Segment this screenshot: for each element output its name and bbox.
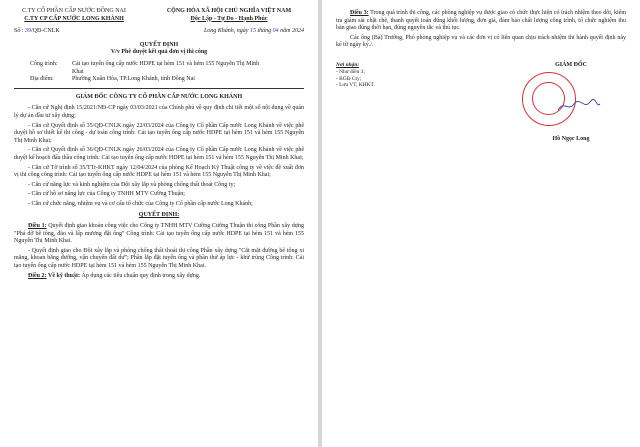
basis-4: - Căn cứ Tờ trình số 35/TTr-KHKT ngày 12/04/2024 của phòng Kế Hoạch Kỹ Thuật công ty về việc đề xuất đơn vị thi công công trình: Cải tạo tuyến ống cấp nước HDPE tại hẻm 151 và hẻm 155 Nguyễn Thị Minh Khai; xyxy=(14,164,304,179)
date-month: 04 xyxy=(272,28,279,35)
decision-page-2 xyxy=(322,0,640,447)
article-1-label: Điều 1: xyxy=(28,223,47,230)
project-location: Phường Xuân Hòa, TP.Long Khánh, tỉnh Đồng Nai xyxy=(72,76,195,83)
issuing-company: C.TY CP CẤP NƯỚC LONG KHÁNH xyxy=(24,15,124,22)
signer-title: GIÁM ĐỐC xyxy=(555,61,587,68)
date-month-label: tháng xyxy=(257,28,272,35)
basis-1: - Căn cứ Nghị định 15/2021/NĐ-CP ngày 03/03/2021 của Chính phủ về quy định chi tiết một số nội dung về quản lý dự án đầu tư xây dựng; xyxy=(14,105,304,119)
handwritten-signature xyxy=(556,98,602,114)
decision-heading: QUYẾT ĐỊNH: xyxy=(138,212,180,219)
signature-area xyxy=(336,62,626,143)
recipients xyxy=(336,62,446,143)
article-3-text: Trong quá trình thi công, các phòng nghiệp vụ được giao có chức thực hiện có trách nhiệm theo dõi, kiểm tra giám sát chặt chẽ, thanh quyết toán đúng khối lượng, đơn giá, đảm bảo chất lượng công trình, tổ chức nghiệm thu bàn giao đúng thời hạn, đúng nguyên tắc và thủ tục. xyxy=(336,10,627,32)
document-number xyxy=(14,28,60,36)
parent-company: C.TY CỔ PHẦN CẤP NƯỚC ĐỒNG NAI xyxy=(22,8,126,14)
article-3 xyxy=(336,10,626,33)
article-1-item: - Quyết định giao cho Đội xây lắp và phòng chống thất thoát thi công Phần xây dựng "Cắt mặt đường bê tông xi măng, khoan băng đường, vận chuyển đất dư"; Phần lắp đặt tuyến ống và phần thử áp lực - khử trùng Công trình: Cải tạo tuyến ống cấp nước HDPE tại hẻm 151 và hẻm 155 Nguyễn Thị Minh Khai. xyxy=(14,247,304,270)
article-2-subtitle: Về kỹ thuật: xyxy=(48,272,81,279)
basis-3: - Căn cứ Quyết định số 36/QĐ-CNLK ngày 26/03/2024 của Công ty Cổ phần Cấp nước Long Khánh về việc phê duyệt kế hoạch đấu thầu công trình: Cải tạo tuyến ống cấp nước HDPE tại hẻm 151 và hẻm 155 Nguyễn Thị Minh Khai; xyxy=(14,147,304,161)
location-label: Địa điểm: xyxy=(30,76,54,83)
date-year: năm 2024 xyxy=(280,28,304,35)
article-3-label: Điều 3: xyxy=(350,10,369,16)
decision-page-1 xyxy=(0,0,318,447)
project-info xyxy=(30,61,260,84)
signer-block xyxy=(516,62,626,143)
article-1 xyxy=(14,223,304,246)
national-motto-block xyxy=(154,8,304,23)
document-header xyxy=(14,8,304,23)
number-suffix: /QĐ-CNLK xyxy=(31,28,60,35)
document-type: QUYẾT ĐỊNH xyxy=(139,41,179,48)
document-date xyxy=(204,28,304,36)
project-label: Công trình: xyxy=(30,60,58,67)
date-day: 15 xyxy=(249,28,256,35)
article-2 xyxy=(14,273,304,281)
number-handwritten: 39 xyxy=(25,28,32,35)
recipient-item: - BGĐ Cty; xyxy=(336,75,362,82)
basis-6: - Căn cứ hồ sơ năng lực của Công ty TNHH MTV Cường Thuận; xyxy=(28,191,185,198)
document-subject: V/v Phê duyệt kết quả đơn vị thi công xyxy=(110,49,208,56)
closing-clause: Các ông (Bà) Trưởng, Phó phòng nghiệp vụ và các đơn vị có liên quan chịu trách nhiệm thi hành quyết định này kể từ ngày ký./. xyxy=(336,34,626,49)
article-2-text: Áp dụng các tiêu chuẩn quy định trong xây dựng. xyxy=(80,272,201,279)
issuer-block xyxy=(14,8,134,23)
article-2-label: Điều 2: xyxy=(28,272,47,279)
basis-7: - Căn cứ chức năng, nhiệm vụ và cơ cấu tổ chức của Công ty Cổ phần cấp nước Long Khánh; xyxy=(28,200,253,207)
date-prefix: Long Khánh, ngày xyxy=(203,28,249,35)
article-1-text: Quyết định giao khoán công việc cho Công ty TNHH MTV Cường Cường Thuận thi công Phần xây dựng "Phá dỡ bê tông, đào và lấp mương đặt ống" Công trình: Cải tạo tuyến ống cấp nước HDPE tại hẻm 151 và hẻm 155 Nguyễn Thị Minh Khai. xyxy=(14,223,305,245)
project-name: Cải tạo tuyến ống cấp nước HDPE tại hẻm 151 và hẻm 155 Nguyễn Thị Minh Khai xyxy=(72,60,260,75)
recipients-heading: Nơi nhận: xyxy=(336,61,360,68)
motto: Độc Lập - Tự Do - Hạnh Phúc xyxy=(190,15,268,22)
recipient-item: - Lưu VT, KHKT. xyxy=(336,82,375,89)
number-date-row xyxy=(14,28,304,36)
authority-line: GIÁM ĐỐC CÔNG TY CỔ PHẦN CẤP NƯỚC LONG KHÁNH xyxy=(75,93,243,100)
nation-name: CỘNG HÒA XÃ HỘI CHỦ NGHĨA VIỆT NAM xyxy=(166,8,292,14)
basis-2: - Căn cứ Quyết định số 35/QĐ-CNLK ngày 22/03/2024 của Công ty Cổ phần Cấp nước Long Khánh về việc phê duyệt hồ sơ thiết kế thi công - dự toán công trình: Cải tạo tuyến ống cấp nước HDPE tại hẻm 151 và hẻm 155 Nguyễn Thị Minh Khai; xyxy=(14,122,304,144)
number-prefix: Số : xyxy=(14,28,24,35)
recipient-item: - Như điều 3; xyxy=(336,68,365,75)
basis-5: - Căn cứ năng lực và kinh nghiệm của Đội xây lắp và phòng chống thất thoát Công ty; xyxy=(28,181,236,188)
signer-name: Hồ Ngọc Long xyxy=(552,135,590,142)
divider xyxy=(14,88,304,89)
